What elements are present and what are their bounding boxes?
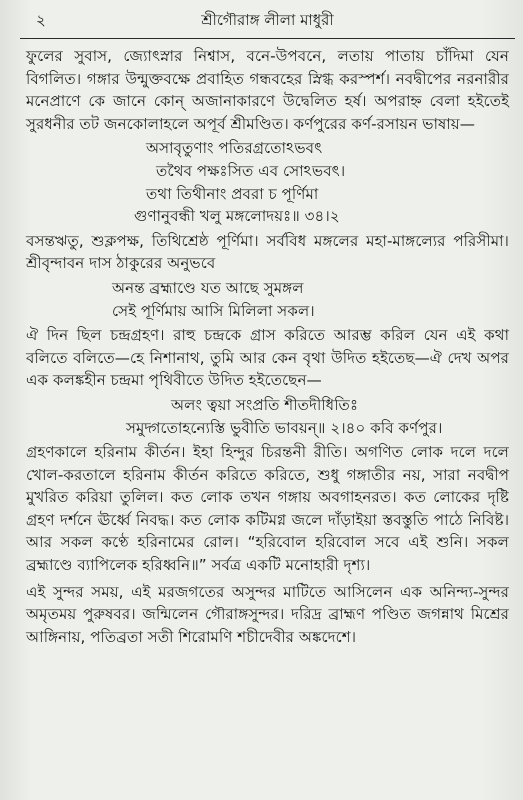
paragraph-3: ঐ দিন ছিল চন্দ্রগ্রহণ। রাহু চন্দ্রকে গ্রাস করিতে আরম্ভ করিল যেন এই কথা বলিতে বলিতে—হে নিশানাথ, তুমি আর কেন বৃথা উদিত হইতেছ—ঐ দেখ অপর এক কলঙ্কহীন চন্দ্রমা পৃথিবীতে উদিত হইতেছেন—	[26, 326, 509, 390]
verse-3-line-1: অলং ত্বয়া সংপ্রতি শীতদীধিতিঃ	[171, 395, 359, 414]
verse-2-line-2: সেই পূর্ণিমায় আসি মিলিলা সকল।	[112, 301, 315, 320]
running-title: শ্রীগৌরাঙ্গ লীলা মাধুরী	[201, 11, 334, 29]
paragraph-4: গ্রহণকালে হরিনাম কীর্তন। ইহা হিন্দুর চিরন্তনী রীতি। অগণিত লোক দলে দলে খোল-করতালে হরিনাম কীর্তন করিতে করিতে, শুধু গঙ্গাতীর নয়, সারা নবদ্বীপ মুখরিত করিয়া তুলিল। কত লোক তখন গঙ্গায় অবগাহনরত। কত লোকের দৃষ্টি গ্রহণ দর্শনে ঊর্ধ্বে নিবদ্ধ। কত লোক কটিমগ্ন জলে দাঁড়াইয়া স্তবস্তুতি পাঠে নিবিষ্ট। আর সকল কণ্ঠে হরিনামের রোল। “হরিবোল হরিবোল সবে এই শুনি। সকল ব্রহ্মাণ্ডে ব্যাপিলেক হরিধ্বনি॥” সর্বত্র একটি মনোহারী দৃশ্য।	[26, 443, 509, 575]
verse-3	[26, 394, 509, 439]
page-header	[26, 10, 509, 32]
paragraph-1: ফুলের সুবাস, জ্যোৎস্নার নিশ্বাস, বনে-উপবনে, লতায় পাতায় চাঁদিমা যেন বিগলিত। গঙ্গার উন্মুক্তবক্ষে প্রবাহিত গন্ধবহের স্নিগ্ধ করস্পর্শ। নবদ্বীপের নরনারীর মনেপ্রাণে কে জানে কোন্ অজানাকারণে উদ্বেলিত হর্ষ। অপরাহ্ন বেলা হইতেই সুরধনীর তট জনকোলাহলে অপূর্ব শ্রীমণ্ডিত। কর্ণপুরের কর্ণ-রসায়ন ভাষায়—	[26, 47, 509, 133]
paragraph-2: বসন্তঋতু, শুক্লপক্ষ, তিথিশ্রেষ্ঠ পূর্ণিমা। সর্ববিধ মঙ্গলের মহা-মাঙ্গল্যের পরিসীমা। শ্রীবৃন্দাবন দাস ঠাকুরের অনুভবে	[26, 231, 509, 273]
verse-3-line-2: সমুদ্গতোহন্যেস্তি ভুবীতি ভাবয়ন্॥ ২।৪০ কবি কর্ণপুর।	[126, 418, 443, 437]
verse-2	[26, 277, 509, 322]
page-body	[26, 45, 509, 648]
page-number: ২	[36, 11, 46, 29]
paragraph-5: এই সুন্দর সময়, এই মরজগতের অসুন্দর মাটিতে আসিলেন এক অনিন্দ্য-সুন্দর অমৃতময় পুরুষবর। জন্মিলেন গৌরাঙ্গসুন্দর। দরিদ্র ব্রাহ্মণ পণ্ডিত জগন্নাথ মিশ্রের আঙ্গিনায়, পতিব্রতা সতী শিরোমণি শচীদেবীর অঙ্কদেশে।	[26, 582, 509, 646]
verse-1-line-1: অসাবৃতুণাং পতিরগ্রতোঽভবৎ	[146, 139, 323, 158]
verse-1-line-2: তথৈব পক্ষঃসিত এব সোঽভবৎ।	[156, 161, 346, 180]
header-rule	[20, 38, 515, 39]
verse-1-line-3: তথা তিথীনাং প্রবরা চ পূর্ণিমা	[146, 184, 319, 203]
verse-1	[26, 137, 509, 227]
verse-1-line-4: গুণানুবন্ধী খলু মঙ্গলোদয়ঃ॥ ৩৪।২	[134, 207, 340, 226]
verse-2-line-1: অনন্ত ব্রহ্মাণ্ডে যত আছে সুমঙ্গল	[112, 278, 304, 297]
